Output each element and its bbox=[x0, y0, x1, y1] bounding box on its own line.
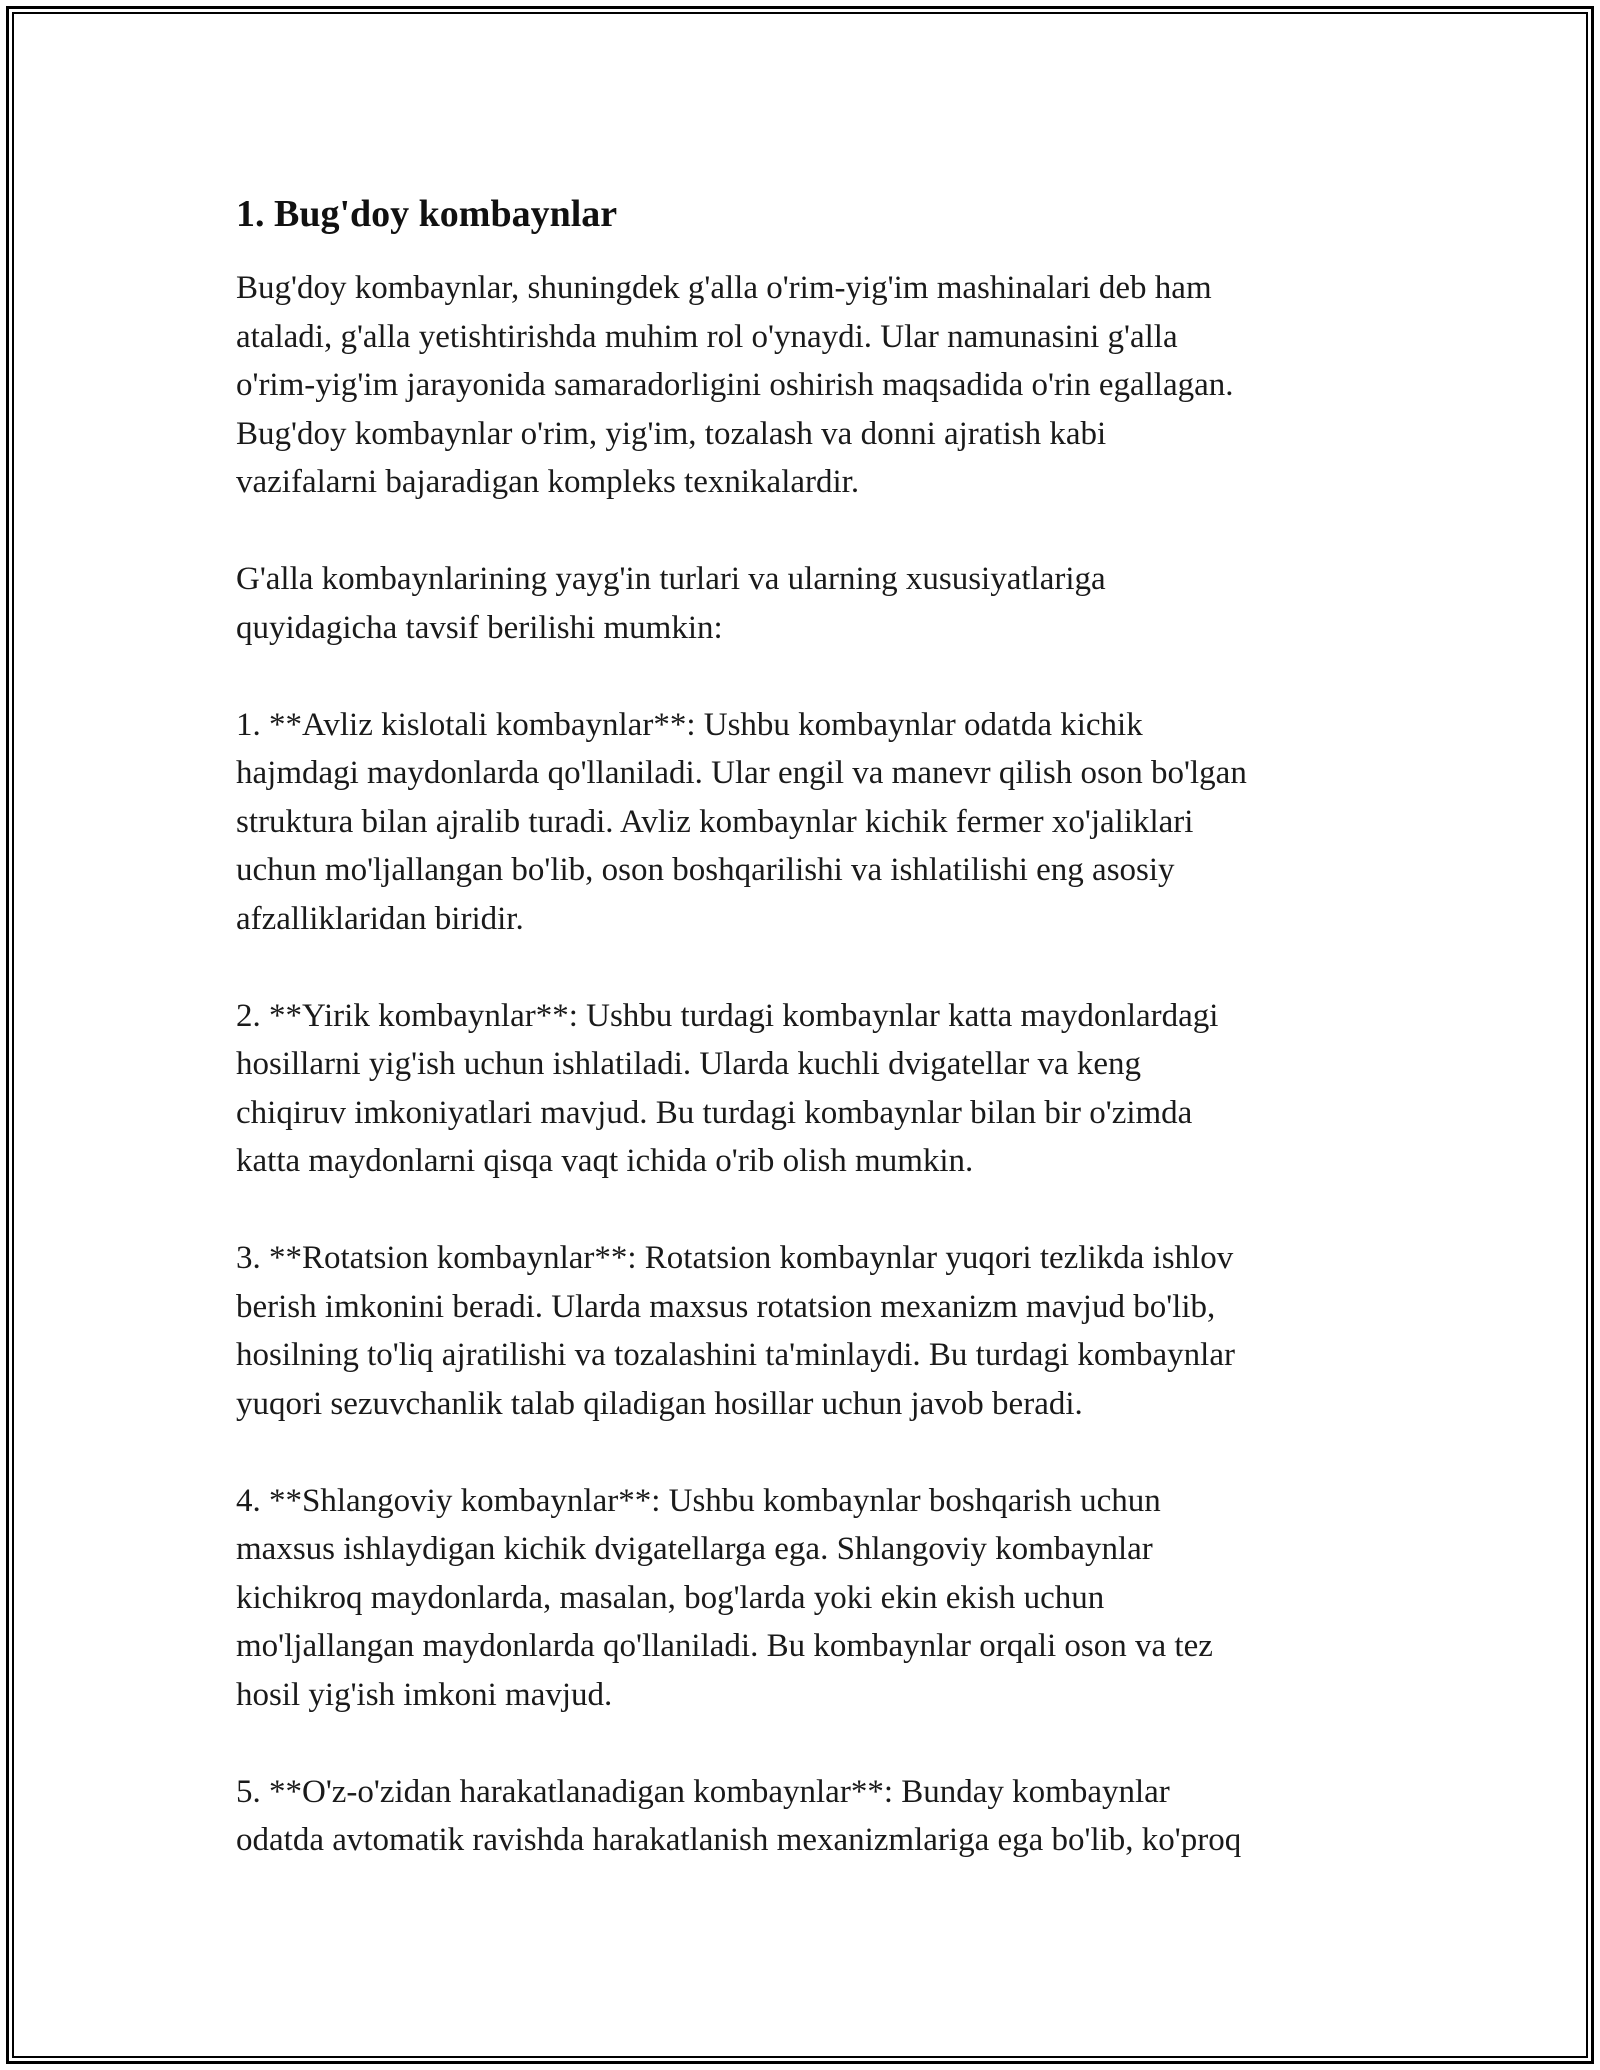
document-body bbox=[236, 186, 1386, 1865]
list-item-3: 3. **Rotatsion kombaynlar**: Rotatsion kombaynlar yuqori tezlikda ishlov berish imkonini beradi. Ularda maxsus rotatsion mexanizm mavjud bo'lib, hosilning to'liq ajratilishi va tozalashini ta'minlaydi. Bu turdagi kombaynlar yuqori sezuvchanlik talab qiladigan hosillar uchun javob beradi. bbox=[236, 1240, 1235, 1422]
list-item-1: 1. **Avliz kislotali kombaynlar**: Ushbu kombaynlar odatda kichik hajmdagi maydonlarda qo'llaniladi. Ular engil va manevr qilish oson bo'lgan struktura bilan ajralib turadi. Avliz kombaynlar kichik fermer xo'jaliklari uchun mo'ljallangan bo'lib, oson boshqarilishi va ishlatilishi eng asosiy afzalliklaridan biridir. bbox=[236, 706, 1247, 937]
list-item-5: 5. **O'z-o'zidan harakatlanadigan kombaynlar**: Bunday kombaynlar odatda avtomatik ravishda harakatlanish mexanizmlariga ega bo'lib, ko'proq bbox=[236, 1773, 1242, 1858]
list-item-4: 4. **Shlangoviy kombaynlar**: Ushbu kombaynlar boshqarish uchun maxsus ishlaydigan kichik dvigatellarga ega. Shlangoviy kombaynlar kichikroq maydonlarda, masalan, bog'larda yoki ekin ekish uchun mo'ljallangan maydonlarda qo'llaniladi. Bu kombaynlar orqali oson va tez hosil yig'ish imkoni mavjud. bbox=[236, 1482, 1213, 1713]
section-heading: 1. Bug'doy kombaynlar bbox=[236, 193, 618, 235]
paragraph-intro: Bug'doy kombaynlar, shuningdek g'alla o'rim-yig'im mashinalari deb ham ataladi, g'alla yetishtirishda muhim rol o'ynaydi. Ular namunasini g'alla o'rim-yig'im jarayonida samaradorligini oshirish maqsadida o'rin egallagan. Bug'doy kombaynlar o'rim, yig'im, tozalash va donni ajratish kabi vazifalarni bajaradigan kompleks texnikalardir. bbox=[236, 270, 1234, 500]
paragraph-types-lead: G'alla kombaynlarining yayg'in turlari va ularning xususiyatlariga quyidagicha tavsif berilishi mumkin: bbox=[236, 561, 1106, 646]
list-item-2: 2. **Yirik kombaynlar**: Ushbu turdagi kombaynlar katta maydonlardagi hosillarni yig'ish uchun ishlatiladi. Ularda kuchli dvigatellar va keng chiqiruv imkoniyatlari mavjud. Bu turdagi kombaynlar bilan bir o'zimda katta maydonlarni qisqa vaqt ichida o'rib olish mumkin. bbox=[236, 997, 1219, 1179]
